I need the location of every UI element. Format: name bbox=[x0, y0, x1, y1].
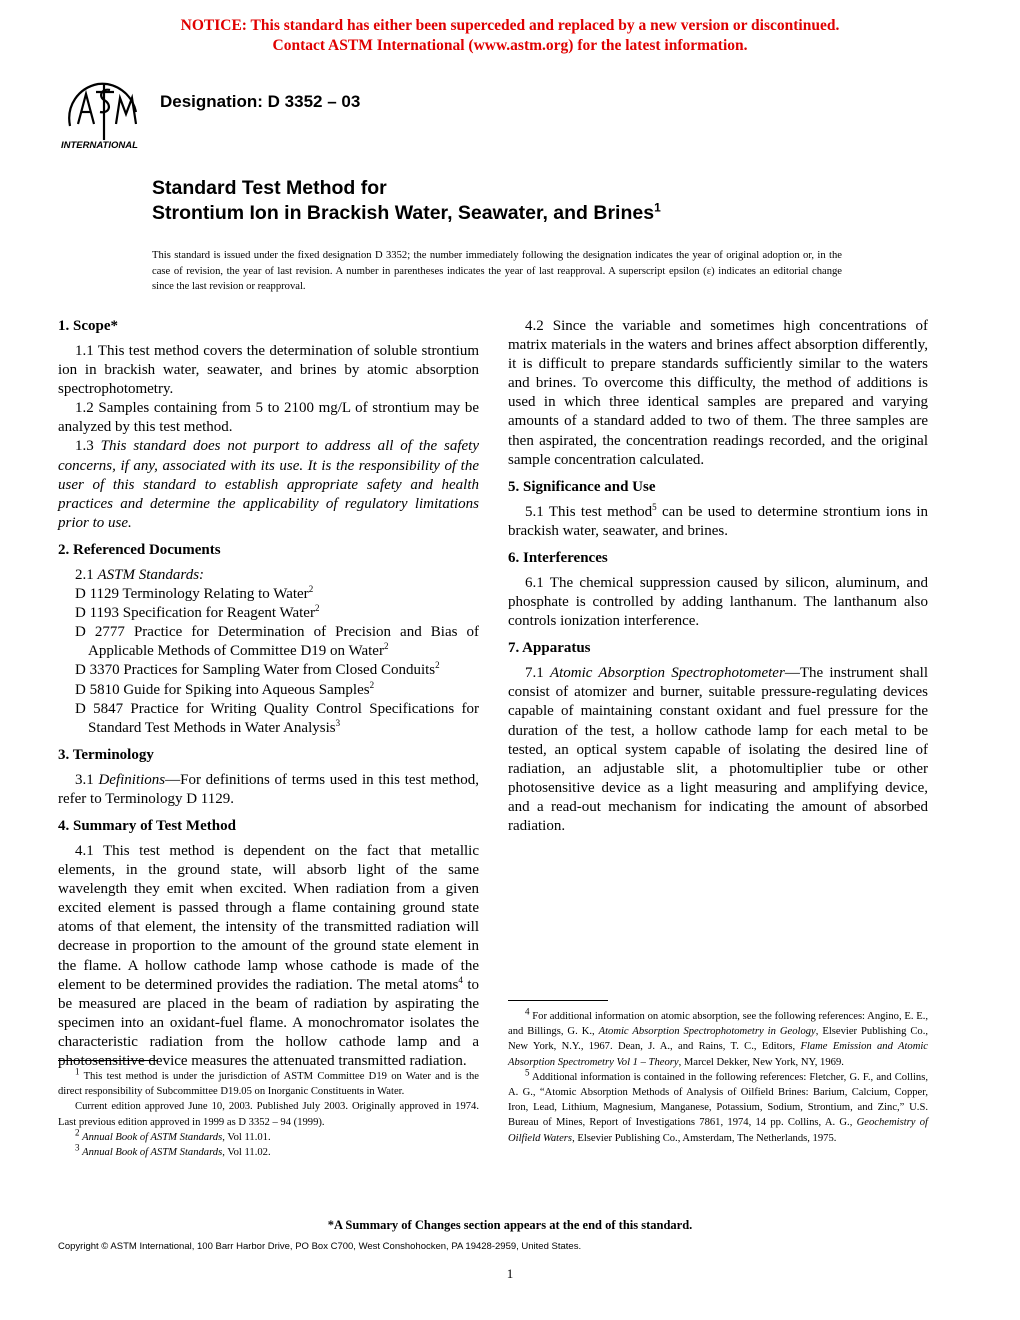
section-refdocs-heading: 2. Referenced Documents bbox=[58, 541, 221, 558]
summary-of-changes-note: *A Summary of Changes section appears at the end of this standard. bbox=[327, 1218, 693, 1232]
footnotes-left bbox=[58, 1066, 479, 1160]
notice-line-1: NOTICE: This standard has either been superceded and replaced by a new version or discontinued. bbox=[180, 17, 840, 34]
footnote-rule-right bbox=[508, 1000, 608, 1001]
ref-item: D 3370 Practices for Sampling Water from Closed Conduits$^2$ bbox=[75, 660, 440, 679]
astm-logo bbox=[58, 76, 148, 154]
footnote-3: $^3$ Annual Book of ASTM Standards, Vol 11.02. bbox=[75, 1142, 271, 1159]
right-column bbox=[508, 317, 928, 836]
terminology-3-1: 3.1 Definitions—For definitions of terms used in this test method, refer to Terminology D 1129. bbox=[58, 771, 480, 807]
ref-item: D 2777 Practice for Determination of Precision and Bias of Applicable Methods of Committee D19 on Water$^2$ bbox=[75, 624, 479, 660]
notice-line-2: Contact ASTM International (www.astm.org) for the latest information. bbox=[272, 37, 748, 54]
interferences-6-1: 6.1 The chemical suppression caused by silicon, aluminum, and phosphate is controlled by adding lanthanum. The lanthanum also controls ionization interference. bbox=[508, 574, 928, 630]
ref-item: D 5847 Practice for Writing Quality Control Specifications for Standard Test Methods in Water Analysis$^3$ bbox=[75, 700, 479, 736]
significance-5-1: 5.1 This test method$^5$ can be used to determine strontium ions in brackish water, seawater, and brines. bbox=[508, 501, 928, 539]
apparatus-7-1: 7.1 Atomic Absorption Spectrophotometer—The instrument shall consist of atomizer and burner, suitable pressure-regulating devices capable of maintaining constant oxidant and fuel pressure for the duration of the test, a hollow cathode lamp for each metal to be tested, an optical system capable of isolating the desired line of radiation, an adjustable slit, a photomultiplier tube or other photosensitive device as a light measuring and amplifying device, and a read-out mechanism for indicating the amount of absorbed radiation. bbox=[508, 665, 929, 834]
footnote-1: $^1$ This test method is under the jurisdiction of ASTM Committee D19 on Water and is the direct responsibility of Subcommittee D19.05 on Inorganic Constituents in Water. bbox=[58, 1066, 479, 1098]
designation: Designation: D 3352 – 03 bbox=[160, 92, 361, 111]
summary-4-2: 4.2 Since the variable and sometimes high concentrations of matrix materials in the waters and brines affect absorption differently, it is difficult to prepare standards sufficiently similar to the waters and brines. To overcome this difficulty, the method of additions is used in which three identical samples are prepared and varying amounts of a standard added to two of them. The three samples are then aspirated, the concentration readings recorded, and the original sample concentration calculated. bbox=[508, 318, 928, 468]
ref-item: D 1193 Specification for Reagent Water$^2$ bbox=[75, 603, 320, 622]
section-significance-heading: 5. Significance and Use bbox=[508, 478, 656, 495]
summary-4-1: 4.1 This test method is dependent on the fact that metallic elements, in the ground state, will absorb light of the same wavelength they emit when excited. When radiation from a given excited element is passed through a flame containing ground state atoms of that element, the intensity of the transmitted radiation will decrease in proportion to the amount of the ground state element in the flame. A hollow cathode lamp whose cathode is made of the element to be determined provides the radiation. The metal atoms$^4$ to be measured are placed in the beam of radiation by aspirating the specimen into an oxidant-fuel flame. A monochromator isolates the characteristic radiation from the hollow cathode lamp and a photosensitive device measures the attenuated transmitted radiation. bbox=[58, 842, 480, 1069]
left-column bbox=[58, 317, 479, 1071]
ref-item: D 5810 Guide for Spiking into Aqueous Samples$^2$ bbox=[75, 679, 375, 698]
supersede-notice bbox=[0, 16, 1020, 56]
section-interferences-heading: 6. Interferences bbox=[508, 549, 608, 566]
footnote-5: $^5$ Additional information is contained in the following references: Fletcher, G. F., and Collins, A. G., “Atomic Absorption Methods of Analysis of Oilfield Brines: Barium, Calcium, Copper, Iron, Lead, Lithium, Magnesium, Manganese, Potassium, Sodium, Strontium, and Zinc,” U.S. Bureau of Mines, Report of Investigations 7861, 1974, 14 pp. Collins, A. G., Geochemistry of Oilfield Waters, Elsevier Publishing Co., Amsterdam, The Netherlands, 1975. bbox=[508, 1067, 928, 1144]
footnotes-right bbox=[508, 1006, 928, 1146]
section-summary-heading: 4. Summary of Test Method bbox=[58, 817, 236, 834]
scope-1-1: 1.1 This test method covers the determination of soluble strontium ion in brackish water, seawater, and brines by atomic absorption spectrophotometry. bbox=[58, 343, 479, 398]
refdocs-2-1: 2.1 ASTM Standards: bbox=[75, 566, 205, 583]
page-number: 1 bbox=[506, 1266, 514, 1281]
footnote-2: $^2$ Annual Book of ASTM Standards, Vol 11.01. bbox=[75, 1127, 271, 1143]
section-apparatus-heading: 7. Apparatus bbox=[508, 640, 591, 657]
title-line-2: Strontium Ion in Brackish Water, Seawater, and Brines$^1$ bbox=[152, 200, 661, 224]
copyright-line: Copyright © ASTM International, 100 Barr Harbor Drive, PO Box C700, West Conshohocken, PA 19428-2959, United States. bbox=[58, 1241, 582, 1252]
title-footnote-ref: 1 bbox=[654, 200, 661, 215]
scope-1-2: 1.2 Samples containing from 5 to 2100 mg/L of strontium may be analyzed by this test method. bbox=[58, 400, 479, 436]
issuance-note: This standard is issued under the fixed designation D 3352; the number immediately following the designation indicates the year of original adoption or, in the case of revision, the year of last revision. A number in parentheses indicates the year of last reapproval. A superscript epsilon (ε) indicates an editorial change since the last revision or reapproval. bbox=[152, 250, 842, 292]
section-scope-heading: 1. Scope* bbox=[58, 318, 118, 334]
title-line-1: Standard Test Method for bbox=[152, 177, 387, 199]
ref-item: D 1129 Terminology Relating to Water$^2$ bbox=[75, 584, 314, 603]
logo-international-text: INTERNATIONAL bbox=[61, 140, 138, 151]
footnote-rule-left bbox=[58, 1060, 158, 1061]
scope-1-3: 1.3 This standard does not purport to address all of the safety concerns, if any, associated with its use. It is the responsibility of the user of this standard to establish appropriate safety and health practices and determine the applicability of regulatory limitations prior to use. bbox=[58, 438, 480, 531]
section-terminology-heading: 3. Terminology bbox=[58, 746, 154, 763]
footnote-4: $^4$ For additional information on atomic absorption, see the following references: Angino, E. E., and Billings, G. K., Atomic Absorption Spectrophotometry in Geology, Elsevier Publishing Co., New York, N.Y., 1967. Dean, J. A., and Rains, T. C., Editors, Flame Emission and Atomic Absorption Spectrometry Vol 1 – Theory, Marcel Dekker, New York, NY, 1969. bbox=[508, 1006, 928, 1068]
document-title bbox=[152, 176, 661, 226]
footnote-1-edition: Current edition approved June 10, 2003. Published July 2003. Originally approved in 1974. Last previous edition approved in 1999 as D 3352 – 94 (1999). bbox=[58, 1101, 479, 1128]
